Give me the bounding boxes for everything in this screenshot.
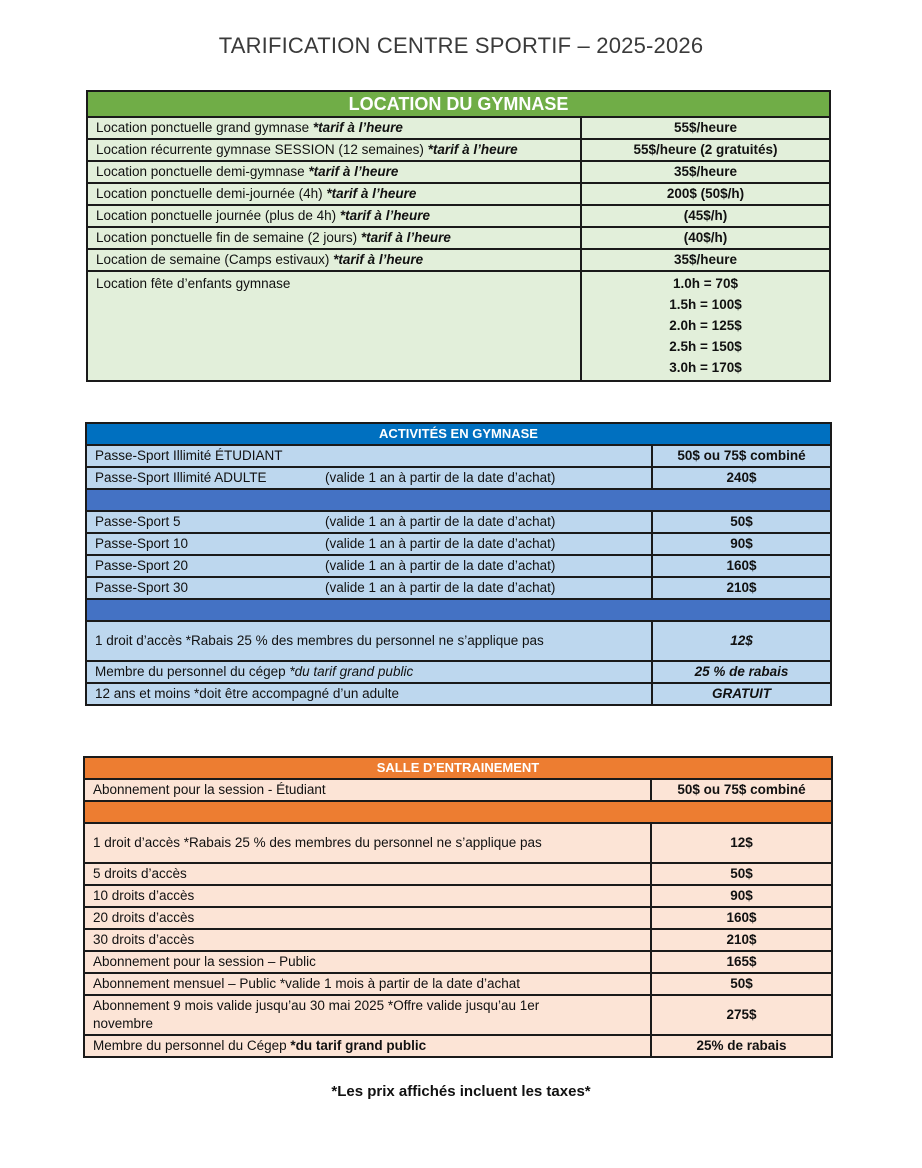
row-label: Membre du personnel du cégep *du tarif grand public <box>86 661 652 683</box>
section-divider <box>86 489 831 511</box>
row-label: 30 droits d’accès <box>84 929 651 951</box>
row-price: 35$/heure <box>581 161 830 183</box>
row-label: 1 droit d’accès *Rabais 25 % des membres du personnel ne s’applique pas <box>84 823 651 863</box>
gym-activities-header: ACTIVITÉS EN GYMNASE <box>86 423 831 445</box>
table-row <box>84 863 832 885</box>
row-price: 50$ <box>651 973 832 995</box>
table-row <box>87 161 830 183</box>
table-row <box>87 139 830 161</box>
row-label: Location fête d’enfants gymnase <box>87 271 581 381</box>
page-title: TARIFICATION CENTRE SPORTIF – 2025-2026 <box>218 33 704 58</box>
row-price: 275$ <box>651 995 832 1035</box>
table-row <box>84 885 832 907</box>
party-price: 3.0h = 170$ <box>669 360 742 375</box>
table-row-party <box>87 271 830 381</box>
table-row <box>84 995 832 1035</box>
row-label: Location ponctuelle fin de semaine (2 jours) *tarif à l’heure <box>87 227 581 249</box>
row-label: Location ponctuelle grand gymnase *tarif à l’heure <box>87 117 581 139</box>
table-row <box>86 533 831 555</box>
party-price: 1.0h = 70$ <box>673 276 738 291</box>
row-label: Passe-Sport Illimité ÉTUDIANT <box>86 445 652 467</box>
party-price: 2.5h = 150$ <box>669 339 742 354</box>
row-label: 5 droits d’accès <box>84 863 651 885</box>
party-price-list <box>581 271 830 381</box>
row-price: 55$/heure (2 gratuités) <box>581 139 830 161</box>
row-label: Location ponctuelle demi-gymnase *tarif à l’heure <box>87 161 581 183</box>
table-row <box>86 511 831 533</box>
row-price: (40$/h) <box>581 227 830 249</box>
table-row <box>86 577 831 599</box>
row-price: 160$ <box>651 907 832 929</box>
row-price: 25 % de rabais <box>652 661 831 683</box>
party-price: 2.0h = 125$ <box>669 318 742 333</box>
row-label: Passe-Sport 10 (valide 1 an à partir de la date d’achat) <box>86 533 652 555</box>
row-label: Location récurrente gymnase SESSION (12 semaines) *tarif à l’heure <box>87 139 581 161</box>
gym-rental-table <box>86 90 831 382</box>
table-row <box>86 621 831 661</box>
row-price: 240$ <box>652 467 831 489</box>
table-row <box>86 467 831 489</box>
row-price: 90$ <box>652 533 831 555</box>
row-price: 200$ (50$/h) <box>581 183 830 205</box>
row-price: 90$ <box>651 885 832 907</box>
table-row <box>84 823 832 863</box>
row-price: 210$ <box>652 577 831 599</box>
row-label: Passe-Sport 5 (valide 1 an à partir de la date d’achat) <box>86 511 652 533</box>
row-price: 50$ <box>651 863 832 885</box>
table-row <box>87 227 830 249</box>
table-row <box>86 661 831 683</box>
section-divider <box>86 599 831 621</box>
row-label: Abonnement pour la session - Étudiant <box>84 779 651 801</box>
row-label: Passe-Sport 30 (valide 1 an à partir de la date d’achat) <box>86 577 652 599</box>
table-row <box>86 683 831 705</box>
table-row <box>84 907 832 929</box>
row-label: 20 droits d’accès <box>84 907 651 929</box>
row-label: Abonnement pour la session – Public <box>84 951 651 973</box>
row-label: 10 droits d’accès <box>84 885 651 907</box>
row-label: Abonnement mensuel – Public *valide 1 mois à partir de la date d’achat <box>84 973 651 995</box>
row-label: Membre du personnel du Cégep *du tarif grand public <box>84 1035 651 1057</box>
row-price: 12$ <box>651 823 832 863</box>
row-label: Location ponctuelle demi-journée (4h) *tarif à l’heure <box>87 183 581 205</box>
row-price: 25% de rabais <box>651 1035 832 1057</box>
row-price: 50$ <box>652 511 831 533</box>
row-price: 165$ <box>651 951 832 973</box>
table-row <box>84 951 832 973</box>
gym-room-table <box>83 756 833 1058</box>
table-row <box>87 117 830 139</box>
taxes-note: *Les prix affichés incluent les taxes* <box>331 1083 591 1100</box>
gym-room-header: SALLE D’ENTRAINEMENT <box>84 757 832 779</box>
section-divider <box>84 801 832 823</box>
table-row <box>86 445 831 467</box>
row-price: 35$/heure <box>581 249 830 271</box>
row-label: Location de semaine (Camps estivaux) *tarif à l’heure <box>87 249 581 271</box>
row-price: 50$ ou 75$ combiné <box>652 445 831 467</box>
gym-activities-table <box>85 422 832 706</box>
row-label: Location ponctuelle journée (plus de 4h) *tarif à l’heure <box>87 205 581 227</box>
party-price: 1.5h = 100$ <box>669 297 742 312</box>
table-row <box>87 249 830 271</box>
row-label: Abonnement 9 mois valide jusqu’au 30 mai 2025 *Offre valide jusqu’au 1er novembre <box>84 995 651 1035</box>
table-row <box>84 1035 832 1057</box>
table-row <box>84 779 832 801</box>
row-price: 160$ <box>652 555 831 577</box>
table-row <box>84 929 832 951</box>
row-price: 55$/heure <box>581 117 830 139</box>
row-label: 12 ans et moins *doit être accompagné d’un adulte <box>86 683 652 705</box>
table-row <box>87 205 830 227</box>
gym-rental-header: LOCATION DU GYMNASE <box>87 91 830 117</box>
row-price: GRATUIT <box>652 683 831 705</box>
row-price: 210$ <box>651 929 832 951</box>
row-price: 50$ ou 75$ combiné <box>651 779 832 801</box>
table-row <box>86 555 831 577</box>
table-row <box>84 973 832 995</box>
row-label: Passe-Sport Illimité ADULTE (valide 1 an à partir de la date d’achat) <box>86 467 652 489</box>
row-price: (45$/h) <box>581 205 830 227</box>
row-price: 12$ <box>652 621 831 661</box>
table-row <box>87 183 830 205</box>
row-label: Passe-Sport 20 (valide 1 an à partir de la date d’achat) <box>86 555 652 577</box>
row-label: 1 droit d’accès *Rabais 25 % des membres du personnel ne s’applique pas <box>86 621 652 661</box>
